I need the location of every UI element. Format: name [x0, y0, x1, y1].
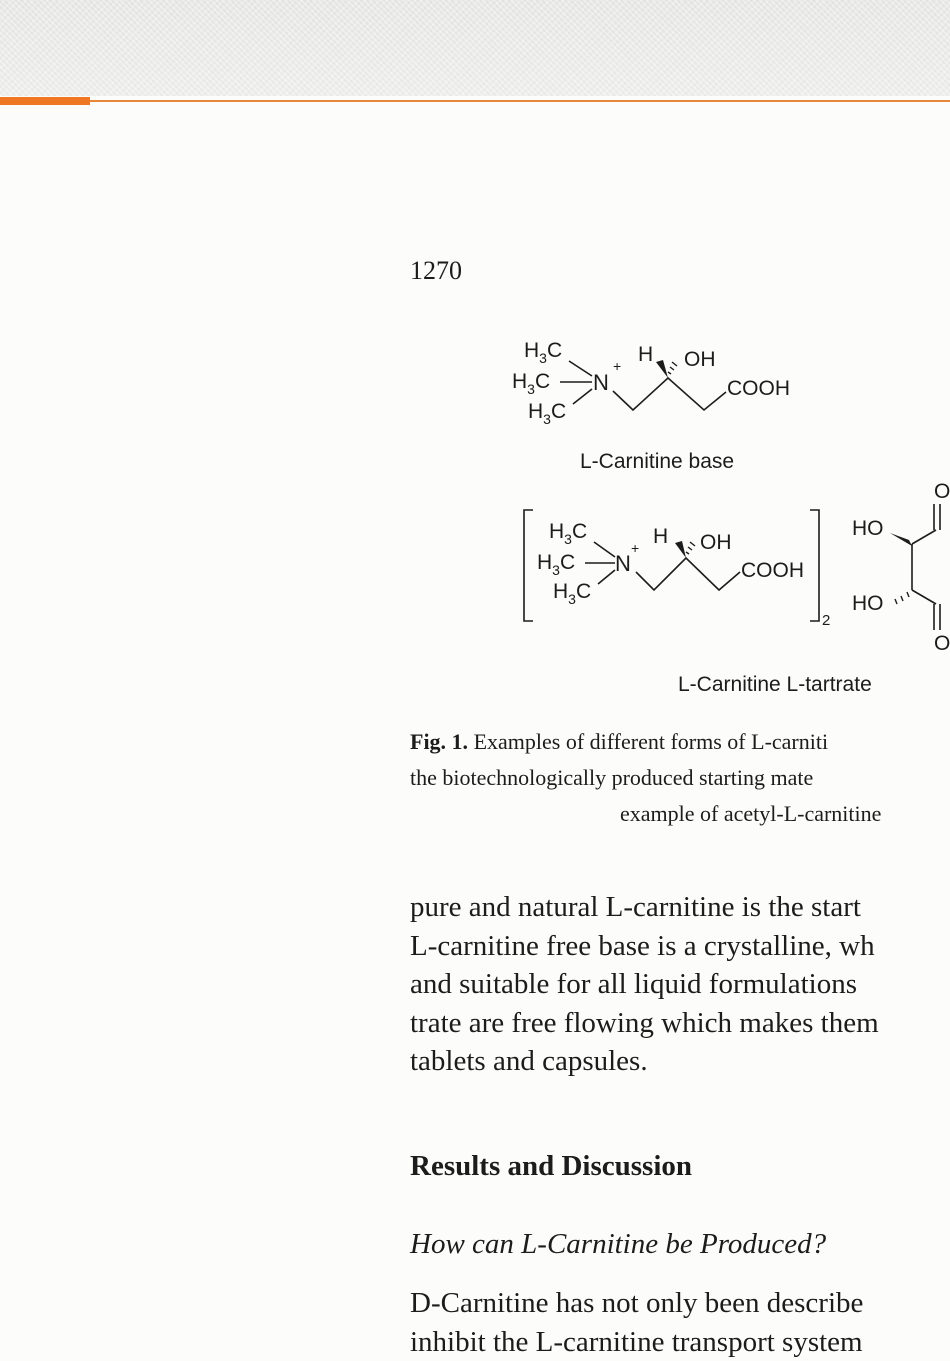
structure-carnitine-base	[512, 339, 790, 427]
methyl-label-bottom: $H_3C$	[528, 400, 566, 427]
methyl-label-top-2: $H_3C$	[549, 520, 587, 547]
section-line: inhibit the L-carnitine transport system	[410, 1323, 950, 1361]
tartrate-oxygen-top: O	[934, 480, 950, 503]
section-heading: Results and Discussion	[410, 1150, 692, 1183]
nitrogen-charge: +	[613, 358, 621, 374]
stereo-hydrogen: H	[638, 343, 653, 366]
tartrate-hydroxyl-top: HO	[852, 517, 884, 540]
body-paragraph	[410, 888, 950, 1081]
tartrate-oxygen-bottom: O	[934, 632, 950, 655]
bracket-subscript: 2	[822, 612, 830, 629]
methyl-label-mid: $H_3C$	[512, 370, 550, 397]
stereo-hydrogen-2: H	[653, 525, 668, 548]
body-line: trate are free flowing which makes them	[410, 1004, 950, 1043]
figure-caption	[410, 724, 950, 832]
page-number: 1270	[410, 256, 462, 286]
structure-label-tartrate: L-Carnitine L-tartrate	[678, 673, 872, 697]
caption-text-1: Examples of different forms of L-carniti	[474, 729, 829, 754]
structure-carnitine-tartrate	[524, 480, 950, 655]
caption-label: Fig. 1.	[410, 729, 468, 754]
body-line: pure and natural L-carnitine is the start	[410, 888, 950, 927]
methyl-label-mid-2: $H_3C$	[537, 551, 575, 578]
caption-line-2: the biotechnologically produced starting mate	[410, 760, 950, 796]
tartrate-hydroxyl-bottom: HO	[852, 592, 884, 615]
section-line: D-Carnitine has not only been describe	[410, 1284, 950, 1323]
caption-line-1	[410, 724, 950, 760]
body-line: tablets and capsules.	[410, 1042, 950, 1081]
body-line: L-carnitine free base is a crystalline, wh	[410, 927, 950, 966]
subsection-heading: How can L-Carnitine be Produced?	[410, 1228, 826, 1261]
methyl-label-bottom-2: $H_3C$	[553, 580, 591, 607]
body-line: and suitable for all liquid formulations	[410, 965, 950, 1004]
nitrogen-atom-2: N	[615, 551, 631, 576]
nitrogen-atom: N	[593, 370, 609, 395]
carboxyl-group-2: COOH	[741, 559, 804, 582]
methyl-label-top: $H_3C$	[524, 339, 562, 366]
section-paragraph	[410, 1284, 950, 1361]
caption-line-3: example of acetyl-L-carnitine	[410, 796, 950, 832]
carboxyl-group: COOH	[727, 377, 790, 400]
hydroxyl-group-2: OH	[700, 531, 732, 554]
nitrogen-charge-2: +	[631, 540, 639, 556]
structure-label-base: L-Carnitine base	[580, 450, 734, 474]
hydroxyl-group: OH	[684, 348, 716, 371]
